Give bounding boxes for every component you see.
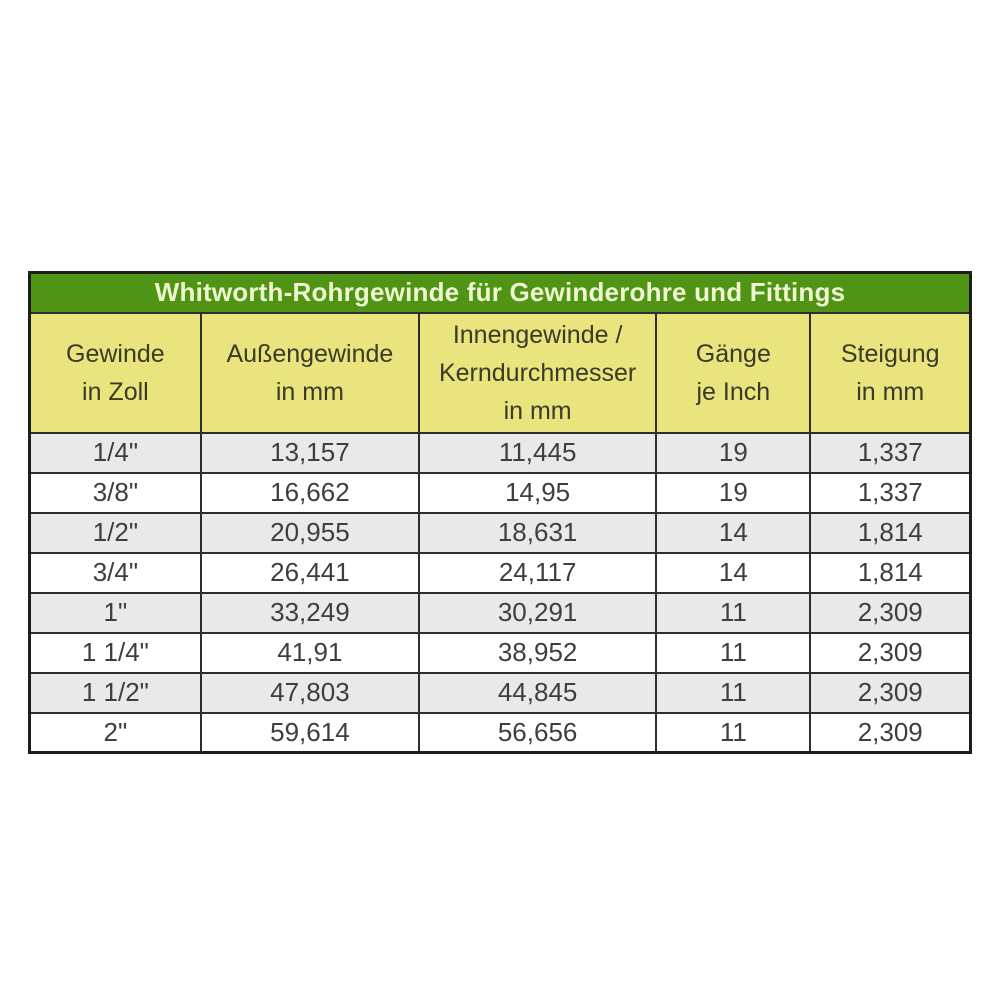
cell-innengewinde-kerndurchmesser-in-mm: 14,95	[419, 473, 656, 513]
cell-innengewinde-kerndurchmesser-in-mm: 56,656	[419, 713, 656, 753]
cell-aussengewinde-in-mm: 26,441	[201, 553, 419, 593]
cell-steigung-in-mm: 1,814	[810, 513, 970, 553]
cell-gaenge-je-inch: 19	[656, 473, 810, 513]
table-row	[30, 633, 971, 673]
cell-aussengewinde-in-mm: 16,662	[201, 473, 419, 513]
table-row	[30, 433, 971, 473]
cell-gewinde-in-zoll: 1 1/4"	[30, 633, 201, 673]
cell-gaenge-je-inch: 11	[656, 713, 810, 753]
cell-gewinde-in-zoll: 3/8"	[30, 473, 201, 513]
cell-gaenge-je-inch: 11	[656, 633, 810, 673]
table-row	[30, 673, 971, 713]
cell-aussengewinde-in-mm: 59,614	[201, 713, 419, 753]
cell-gaenge-je-inch: 19	[656, 433, 810, 473]
cell-steigung-in-mm: 1,337	[810, 433, 970, 473]
cell-innengewinde-kerndurchmesser-in-mm: 11,445	[419, 433, 656, 473]
header-row	[30, 313, 971, 433]
title-row	[30, 273, 971, 313]
cell-gaenge-je-inch: 11	[656, 593, 810, 633]
column-header-steigung-in-mm: Steigung in mm	[810, 313, 970, 433]
cell-steigung-in-mm: 1,814	[810, 553, 970, 593]
cell-innengewinde-kerndurchmesser-in-mm: 44,845	[419, 673, 656, 713]
cell-aussengewinde-in-mm: 13,157	[201, 433, 419, 473]
cell-gewinde-in-zoll: 1/4"	[30, 433, 201, 473]
column-header-gewinde-in-zoll: Gewinde in Zoll	[30, 313, 201, 433]
table-title: Whitworth-Rohrgewinde für Gewinderohre und Fittings	[30, 273, 971, 313]
whitworth-thread-table	[28, 271, 972, 754]
cell-innengewinde-kerndurchmesser-in-mm: 24,117	[419, 553, 656, 593]
cell-aussengewinde-in-mm: 33,249	[201, 593, 419, 633]
cell-gewinde-in-zoll: 3/4"	[30, 553, 201, 593]
cell-aussengewinde-in-mm: 20,955	[201, 513, 419, 553]
cell-innengewinde-kerndurchmesser-in-mm: 30,291	[419, 593, 656, 633]
table-row	[30, 473, 971, 513]
cell-gaenge-je-inch: 11	[656, 673, 810, 713]
column-header-innengewinde-kerndurchmesser-in-mm: Innengewinde / Kerndurchmesser in mm	[419, 313, 656, 433]
cell-aussengewinde-in-mm: 41,91	[201, 633, 419, 673]
cell-steigung-in-mm: 2,309	[810, 713, 970, 753]
cell-gewinde-in-zoll: 1 1/2"	[30, 673, 201, 713]
table-row	[30, 593, 971, 633]
cell-steigung-in-mm: 1,337	[810, 473, 970, 513]
table-body	[30, 433, 971, 753]
cell-gaenge-je-inch: 14	[656, 553, 810, 593]
cell-steigung-in-mm: 2,309	[810, 633, 970, 673]
cell-aussengewinde-in-mm: 47,803	[201, 673, 419, 713]
cell-gewinde-in-zoll: 1/2"	[30, 513, 201, 553]
column-header-gaenge-je-inch: Gänge je Inch	[656, 313, 810, 433]
table-row	[30, 553, 971, 593]
cell-steigung-in-mm: 2,309	[810, 673, 970, 713]
table-row	[30, 713, 971, 753]
cell-innengewinde-kerndurchmesser-in-mm: 38,952	[419, 633, 656, 673]
cell-gaenge-je-inch: 14	[656, 513, 810, 553]
table-row	[30, 513, 971, 553]
cell-innengewinde-kerndurchmesser-in-mm: 18,631	[419, 513, 656, 553]
whitworth-thread-table-wrap	[28, 271, 972, 754]
cell-gewinde-in-zoll: 1"	[30, 593, 201, 633]
cell-steigung-in-mm: 2,309	[810, 593, 970, 633]
column-header-aussengewinde-in-mm: Außengewinde in mm	[201, 313, 419, 433]
cell-gewinde-in-zoll: 2"	[30, 713, 201, 753]
